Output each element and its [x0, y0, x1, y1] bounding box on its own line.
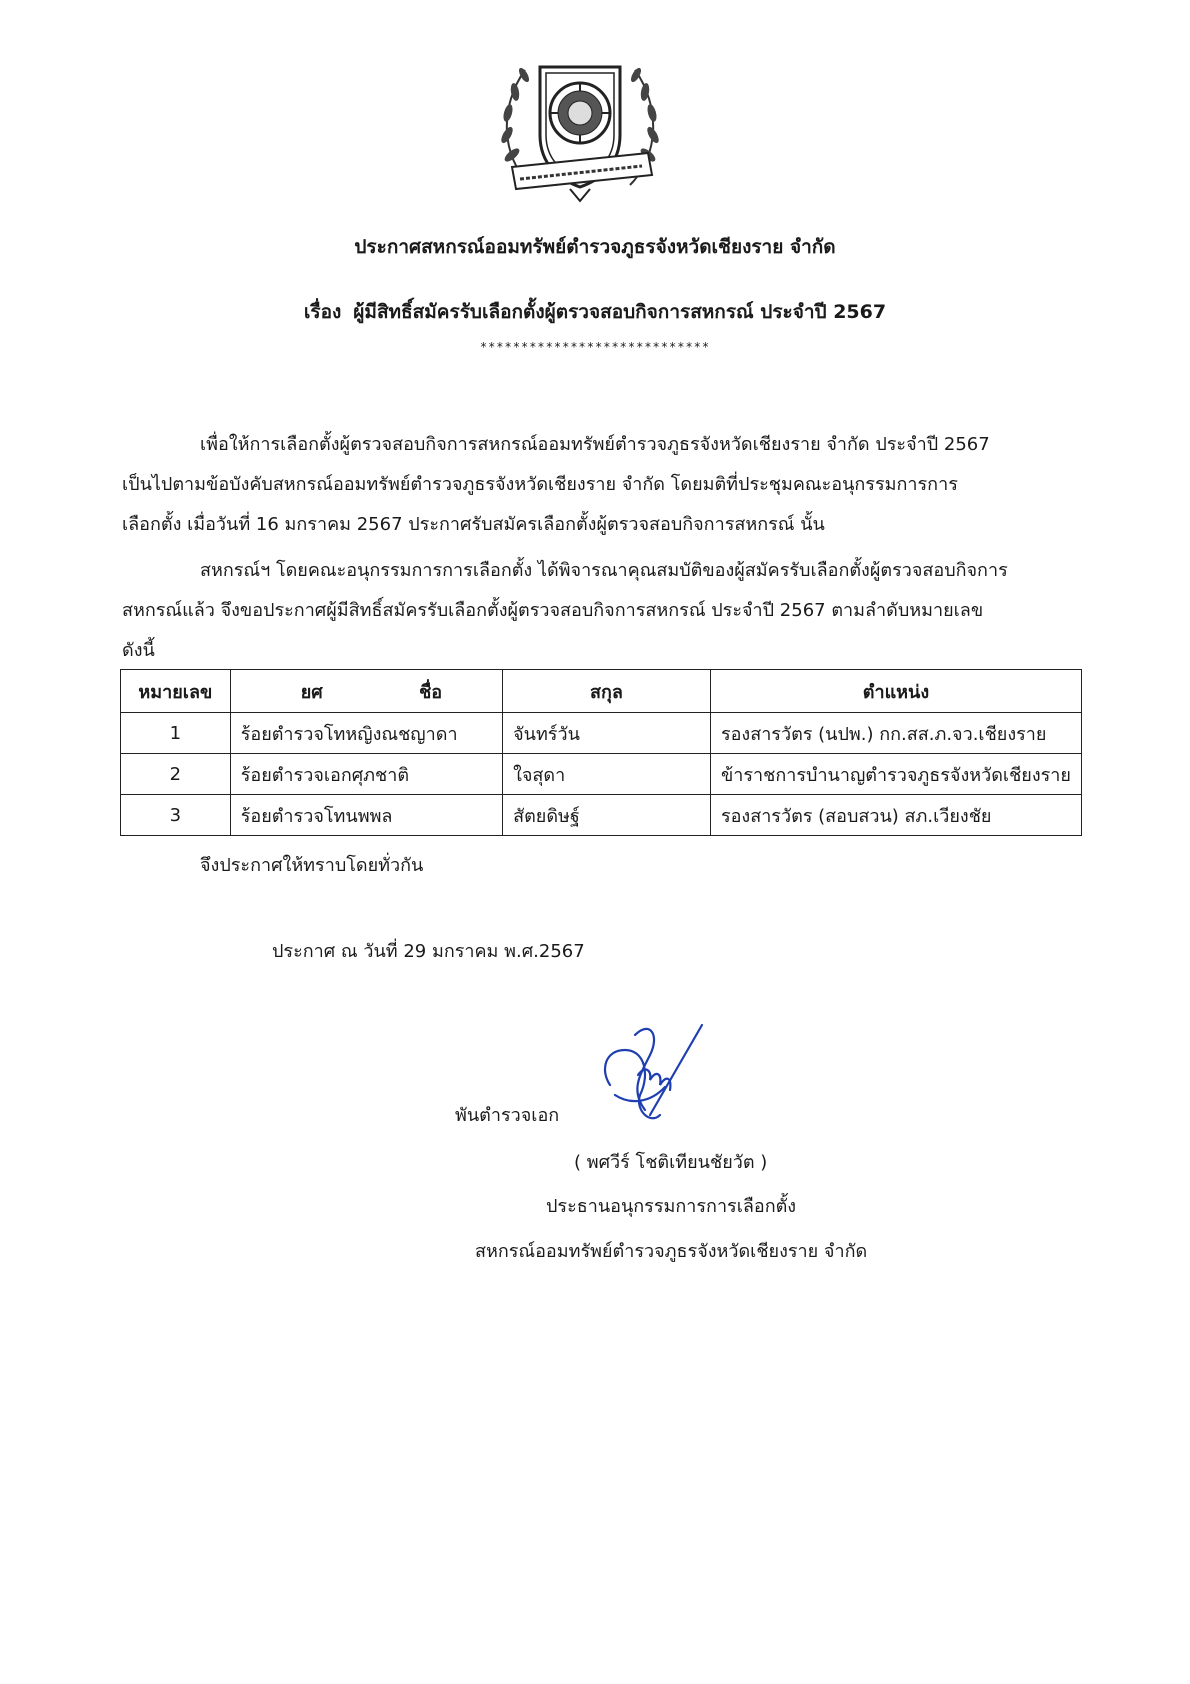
header-surname: สกุล	[503, 670, 711, 713]
paragraph-intro	[122, 425, 1082, 545]
cell-surname: จันทร์วัน	[503, 713, 711, 754]
paragraph-decision	[122, 551, 1082, 671]
header-position: ตำแหน่ง	[710, 670, 1081, 713]
paragraph-line: เป็นไปตามข้อบังคับสหกรณ์ออมทรัพย์ตำรวจภูธรจังหวัดเชียงราย จำกัด โดยมติที่ประชุมคณะอนุกรรมการการ	[122, 474, 958, 495]
signatory-organization: สหกรณ์ออมทรัพย์ตำรวจภูธรจังหวัดเชียงราย จำกัด	[475, 1241, 868, 1262]
handwritten-signature	[590, 1015, 720, 1135]
paragraph-line: เลือกตั้ง เมื่อวันที่ 16 มกราคม 2567 ประกาศรับสมัครเลือกตั้งผู้ตรวจสอบกิจการสหกรณ์ นั้น	[122, 514, 825, 535]
announcement-date: ประกาศ ณ วันที่ 29 มกราคม พ.ศ.2567	[272, 941, 585, 962]
cell-surname: ใจสุดา	[503, 754, 711, 795]
table-header-row	[121, 670, 1082, 713]
subject-label: เรื่อง	[303, 301, 342, 323]
cell-rank-name: ร้อยตำรวจโทนพพล	[230, 795, 502, 836]
table-row	[121, 795, 1082, 836]
table-row	[121, 713, 1082, 754]
cell-number: 3	[121, 795, 231, 836]
separator: ****************************	[479, 340, 711, 354]
cell-position: รองสารวัตร (สอบสวน) สภ.เวียงชัย	[710, 795, 1081, 836]
paragraph-line: ดังนี้	[122, 640, 155, 661]
candidates-table	[120, 669, 1082, 836]
cell-surname: สัตยดิษฐ์	[503, 795, 711, 836]
cell-number: 2	[121, 754, 231, 795]
header-number: หมายเลข	[121, 670, 231, 713]
header-name: ชื่อ	[419, 681, 443, 703]
closing-statement: จึงประกาศให้ทราบโดยทั่วกัน	[200, 855, 424, 876]
page-title: ประกาศสหกรณ์ออมทรัพย์ตำรวจภูธรจังหวัดเชียงราย จำกัด	[354, 236, 836, 258]
signatory-position: ประธานอนุกรรมการการเลือกตั้ง	[546, 1196, 797, 1217]
table-row	[121, 754, 1082, 795]
signatory-rank: พันตำรวจเอก	[455, 1105, 560, 1126]
cell-number: 1	[121, 713, 231, 754]
cell-position: ข้าราชการบำนาญตำรวจภูธรจังหวัดเชียงราย	[710, 754, 1081, 795]
header-rank: ยศ	[300, 681, 323, 703]
cooperative-seal-icon	[490, 55, 670, 205]
paragraph-line: เพื่อให้การเลือกตั้งผู้ตรวจสอบกิจการสหกรณ์ออมทรัพย์ตำรวจภูธรจังหวัดเชียงราย จำกัด ประจำปี 2567	[200, 434, 990, 455]
cell-rank-name: ร้อยตำรวจเอกศุภชาติ	[230, 754, 502, 795]
paragraph-line: สหกรณ์แล้ว จึงขอประกาศผู้มีสิทธิ์สมัครรับเลือกตั้งผู้ตรวจสอบกิจการสหกรณ์ ประจำปี 2567 ตามลำดับหมายเลข	[122, 600, 984, 621]
subject-line	[0, 297, 1190, 327]
paragraph-line: สหกรณ์ฯ โดยคณะอนุกรรมการการเลือกตั้ง ได้พิจารณาคุณสมบัติของผู้สมัครรับเลือกตั้งผู้ตรวจสอบกิจการ	[200, 560, 1008, 581]
subject-text: ผู้มีสิทธิ์สมัครรับเลือกตั้งผู้ตรวจสอบกิจการสหกรณ์ ประจำปี 2567	[353, 301, 887, 323]
signatory-name: ( พศวีร์ โชติเทียนชัยวัต )	[574, 1152, 768, 1173]
header-rank-name	[230, 670, 502, 713]
cell-rank-name: ร้อยตำรวจโทหญิงณชญาดา	[230, 713, 502, 754]
cell-position: รองสารวัตร (นปพ.) กก.สส.ภ.จว.เชียงราย	[710, 713, 1081, 754]
